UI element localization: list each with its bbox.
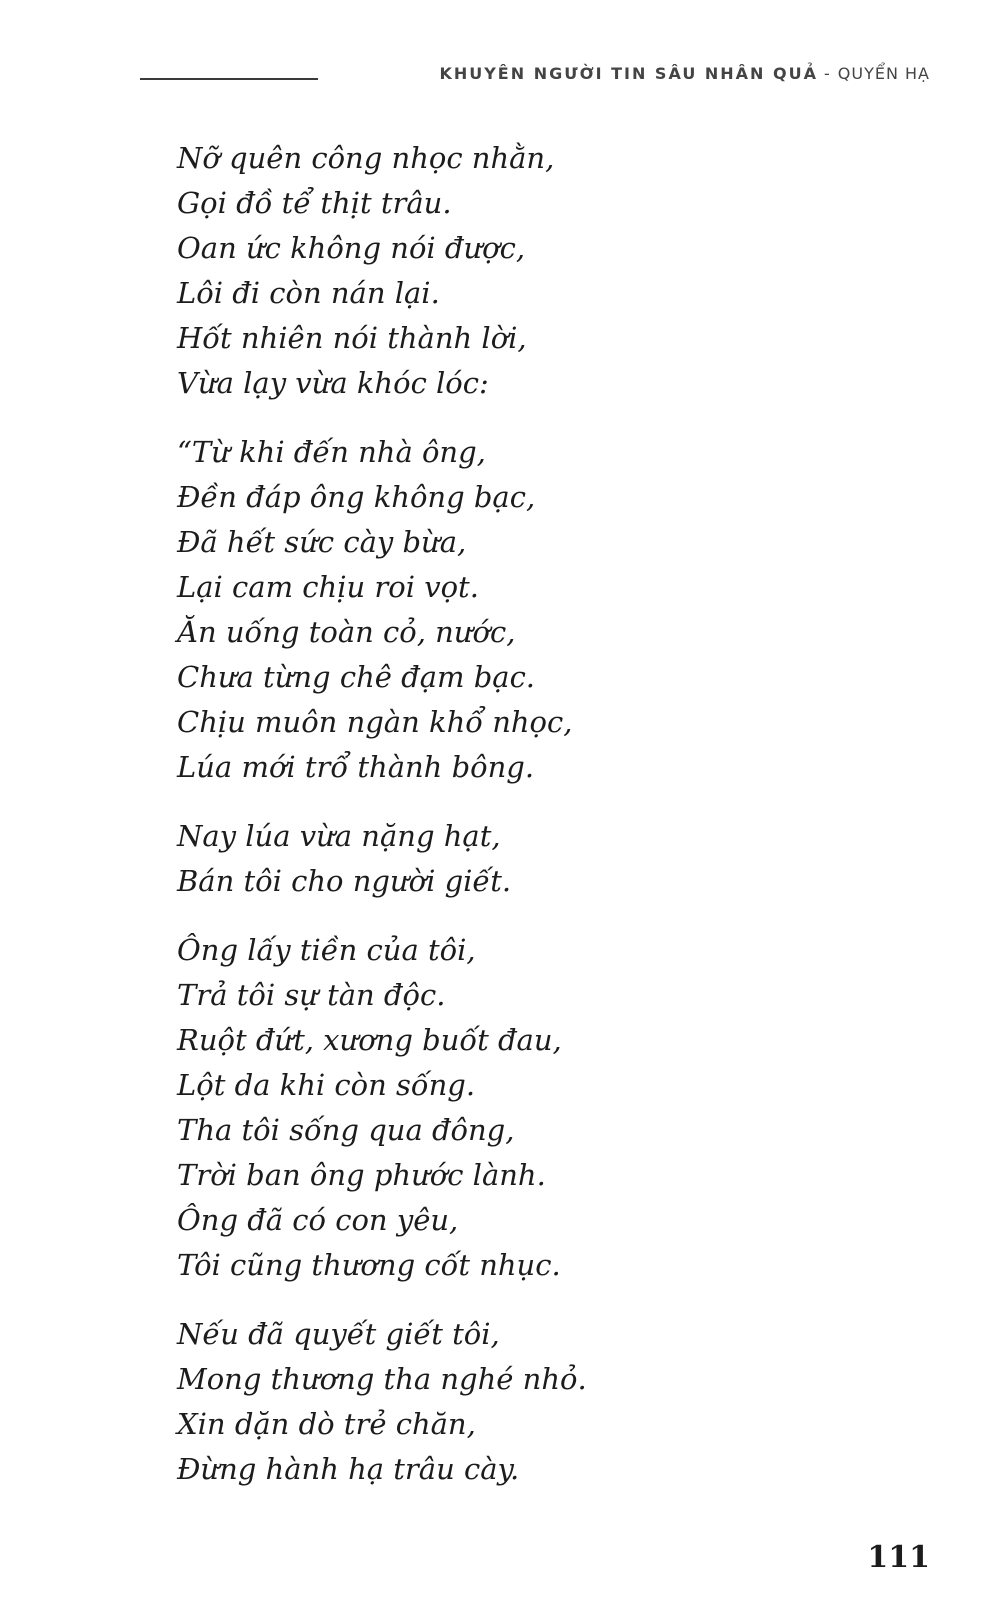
poem-line: Vừa lạy vừa khóc lóc:	[177, 366, 489, 400]
poem-line: Lúa mới trổ thành bông.	[177, 750, 535, 784]
poem-line: Lại cam chịu roi vọt.	[177, 570, 479, 604]
header-rule	[140, 78, 318, 80]
poem-line: Đã hết sức cày bừa,	[177, 525, 467, 559]
poem-line: Nỡ quên công nhọc nhằn,	[177, 141, 555, 175]
poem-line: Nếu đã quyết giết tôi,	[177, 1317, 500, 1351]
poem-line: Gọi đồ tể thịt trâu.	[177, 186, 452, 220]
poem-line: Tha tôi sống qua đông,	[177, 1113, 515, 1147]
page-number: 111	[867, 1540, 930, 1575]
poem-line: Ăn uống toàn cỏ, nước,	[177, 615, 516, 649]
stanza	[177, 136, 877, 406]
poem-line: Hốt nhiên nói thành lời,	[177, 321, 527, 355]
poem-line: Nay lúa vừa nặng hạt,	[177, 819, 501, 853]
poem-line: Chịu muôn ngàn khổ nhọc,	[177, 705, 573, 739]
running-header	[0, 58, 1000, 88]
poem-line: Tôi cũng thương cốt nhục.	[177, 1248, 561, 1282]
poem-line: Ruột đứt, xương buốt đau,	[177, 1023, 562, 1057]
poem-line: Ông đã có con yêu,	[177, 1203, 459, 1237]
book-title: KHUYÊN NGƯỜI TIN SÂU NHÂN QUẢ	[439, 64, 818, 83]
poem	[177, 136, 877, 1516]
stanza	[177, 928, 877, 1288]
poem-line: Mong thương tha nghé nhỏ.	[177, 1362, 587, 1396]
poem-line: Lôi đi còn nán lại.	[177, 276, 440, 310]
poem-line: Bán tôi cho người giết.	[177, 864, 512, 898]
poem-line: Xin dặn dò trẻ chăn,	[177, 1407, 476, 1441]
poem-line: Đền đáp ông không bạc,	[177, 480, 536, 514]
header-separator: -	[824, 64, 832, 83]
poem-line: Lột da khi còn sống.	[177, 1068, 476, 1102]
stanza	[177, 1312, 877, 1492]
running-head	[439, 64, 930, 83]
stanza	[177, 430, 877, 790]
poem-line: Trời ban ông phước lành.	[177, 1158, 546, 1192]
poem-line: Oan ức không nói được,	[177, 231, 526, 265]
stanza	[177, 814, 877, 904]
volume-label: QUYỂN HẠ	[837, 64, 930, 83]
poem-line: Ông lấy tiền của tôi,	[177, 933, 476, 967]
poem-line: Đừng hành hạ trâu cày.	[177, 1452, 520, 1486]
poem-line: “Từ khi đến nhà ông,	[177, 435, 486, 469]
poem-line: Chưa từng chê đạm bạc.	[177, 660, 536, 694]
poem-line: Trả tôi sự tàn độc.	[177, 978, 446, 1012]
